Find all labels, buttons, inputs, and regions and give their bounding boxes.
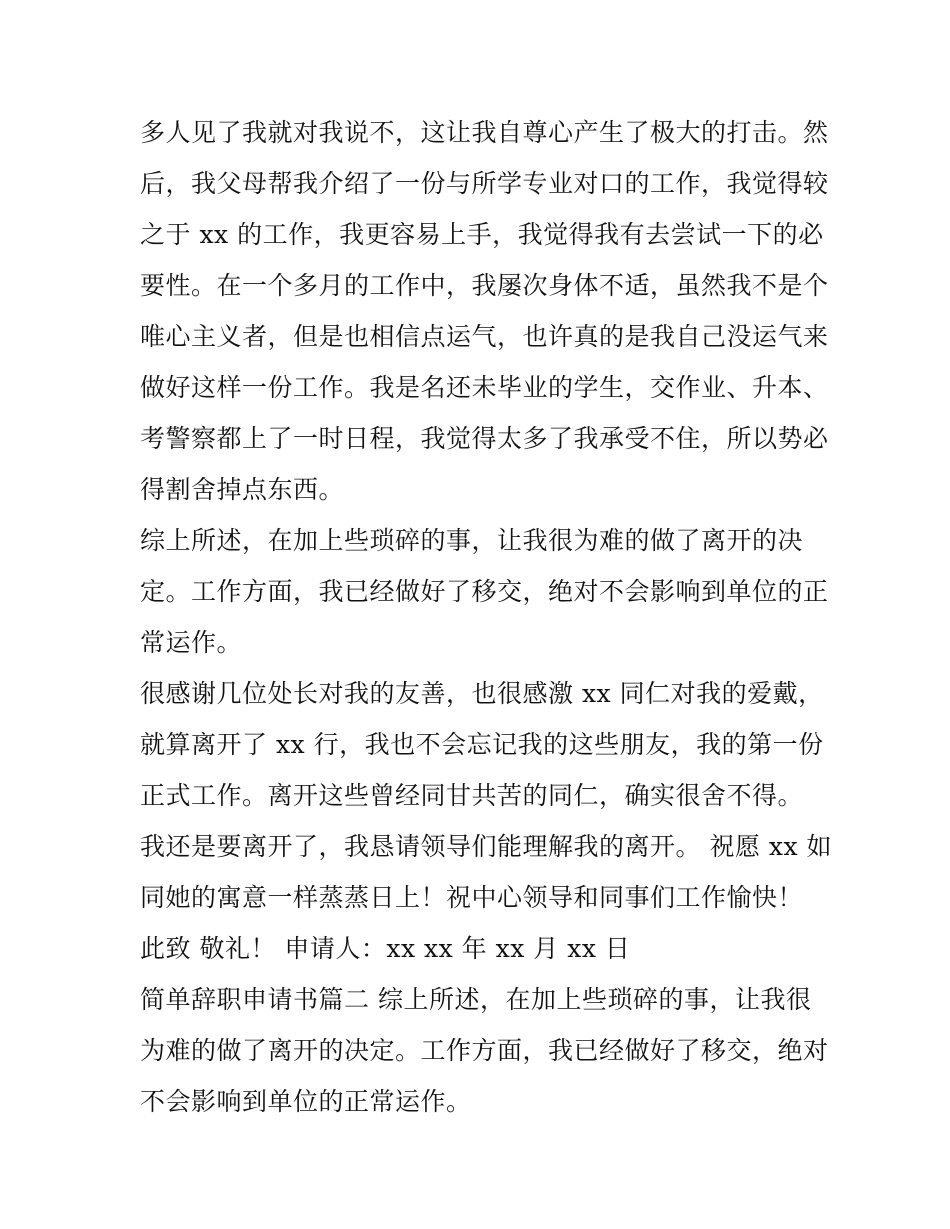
text-line: 唯心主义者，但是也相信点运气，也许真的是我自己没运气来	[140, 322, 829, 351]
text-line: 之于 xx 的工作，我更容易上手，我觉得我有去尝试一下的必	[140, 220, 824, 249]
text-line: 做好这样一份工作。我是名还未毕业的学生，交作业、升本、	[140, 373, 829, 402]
text-line: 考警察都上了一时日程，我觉得太多了我承受不住，所以势必	[140, 424, 829, 453]
text-line: 综上所述，在加上些琐碎的事，让我很为难的做了离开的决	[140, 526, 804, 555]
text-line: 简单辞职申请书篇二 综上所述，在加上些琐碎的事，让我很	[140, 985, 812, 1014]
text-line: 就算离开了 xx 行，我也不会忘记我的这些朋友，我的第一份	[140, 730, 824, 759]
text-line: 多人见了我就对我说不，这让我自尊心产生了极大的打击。然	[140, 118, 829, 147]
text-line: 同她的寓意一样蒸蒸日上！祝中心领导和同事们工作愉快！	[140, 883, 804, 912]
text-line: 得割舍掉点东西。	[140, 475, 345, 504]
text-line: 定。工作方面，我已经做好了移交，绝对不会影响到单位的正	[140, 577, 829, 606]
text-line: 很感谢几位处长对我的友善，也很感激 xx 同仁对我的爱戴，	[140, 679, 824, 708]
text-line: 后，我父母帮我介绍了一份与所学专业对口的工作，我觉得较	[140, 169, 829, 198]
text-line: 我还是要离开了，我恳请领导们能理解我的离开。 祝愿 xx 如	[140, 832, 833, 861]
document-body	[140, 107, 833, 1127]
text-line: 为难的做了离开的决定。工作方面，我已经做好了移交，绝对	[140, 1036, 829, 1065]
text-line: 要性。在一个多月的工作中，我屡次身体不适，虽然我不是个	[140, 271, 829, 300]
text-line: 正式工作。离开这些曾经同甘共苦的同仁，确实很舍不得。	[140, 781, 804, 810]
text-line: 不会影响到单位的正常运作。	[140, 1087, 472, 1116]
text-line: 此致 敬礼！ 申请人：xx xx 年 xx 月 xx 日	[140, 934, 631, 963]
text-line: 常运作。	[140, 628, 243, 657]
